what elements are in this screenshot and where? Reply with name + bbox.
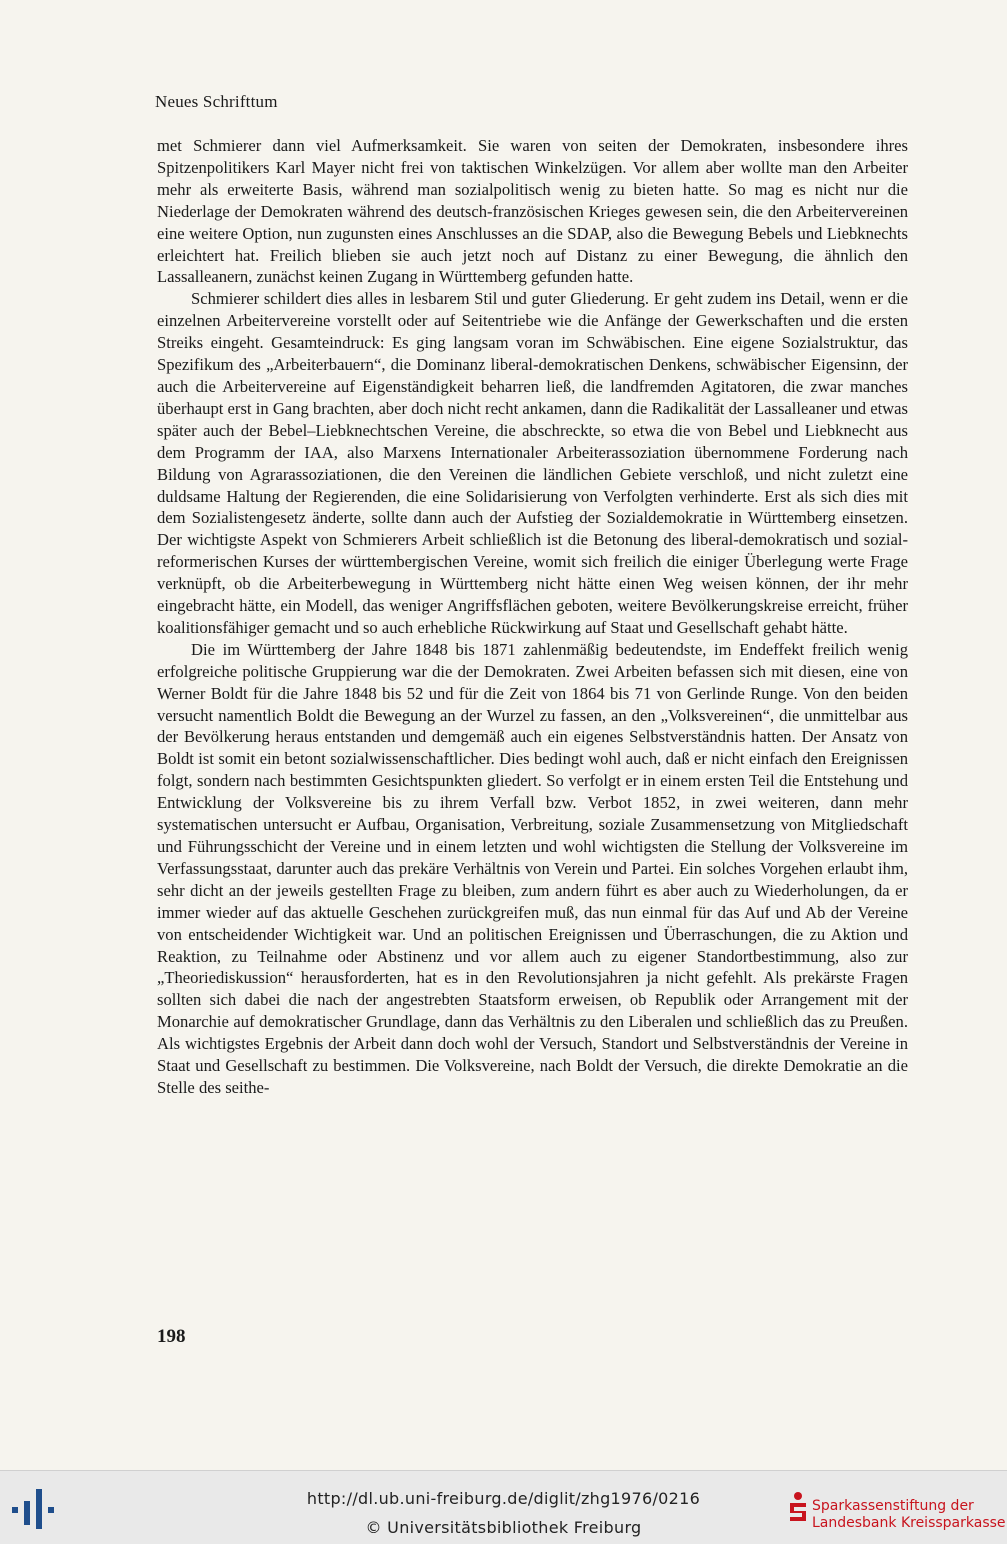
sponsor-line-2: Landesbank Kreissparkasse xyxy=(812,1515,1006,1531)
sponsor-line-1: Sparkassenstiftung der xyxy=(812,1498,974,1514)
permalink-url[interactable]: http://dl.ub.uni-freiburg.de/diglit/zhg1976/0216 xyxy=(306,1489,701,1508)
sparkasse-s-icon xyxy=(784,1491,812,1527)
copyright-notice: © Universitätsbibliothek Freiburg xyxy=(365,1518,642,1537)
sponsor-logo[interactable] xyxy=(776,1487,1004,1537)
body-text xyxy=(157,135,908,1099)
page-number: 198 xyxy=(157,1326,186,1347)
paragraph-2: Schmierer schildert dies alles in lesbarem Stil und guter Gliederung. Er geht zudem ins Detail, wenn er die einzelnen Arbeitervereine vorstellt oder auf Seitentriebe wie die Anfänge der Gewerkschaften und die ersten Streiks eingeht. Gesamteindruck: Es ging langsam voran im Schwäbischen. Eine eigene Sozialstruktur, das Spezifikum des „Arbeiterbauern“, die Dominanz liberal-demokratischen Denkens, schwäbischer Eigensinn, der auch die Arbeitervereine auf Eigenständigkeit beharren ließ, die landfremden Agitatoren, die zwar manches überhaupt erst in Gang brachten, aber doch nicht recht ankamen, dann die Radikalität der Lassalleaner und etwas später auch der Bebel–Liebknechtschen Vereine, die abschreckte, so etwa die von Bebel und Liebknecht aus dem Programm der IAA, also Marxens Internationaler Arbeiterassoziation übernommene Forderung nach Bildung von Agrarassoziationen, die den Vereinen die ländlichen Gebiete verschloß, und nicht zuletzt eine duldsame Haltung der Regierenden, die eine Solidarisierung von Verfolgten verhinderte. Erst als sich dies mit dem Sozialistengesetz änderte, sollte dann auch der Aufstieg der Sozialdemokratie in Württemberg einsetzen. Der wichtigste Aspekt von Schmierers Arbeit schließlich ist die Betonung des liberal-demokratisch und sozial-reformerischen Kurses der württembergischen Vereine, womit sich freilich die einiger Überlegung werte Frage verknüpft, ob die Arbeiterbewegung in Württemberg nicht hätte einen Weg weisen können, der ihr mehr eingebracht hätte, ein Modell, das weniger Angriffsflächen geboten, weitere Bevölkerungskreise erreicht, früher koalitionsfähiger gemacht und so auch erhebliche Rückwirkung auf Staat und Gesellschaft gehabt hätte. xyxy=(157,289,908,637)
running-head: Neues Schrifttum xyxy=(155,92,278,111)
sponsor-text xyxy=(812,1498,1006,1532)
paragraph-3: Die im Württemberg der Jahre 1848 bis 1871 zahlenmäßig bedeutendste, im Endeffekt freilich wenig erfolgreiche politische Gruppierung war die der Demokraten. Zwei Arbeiten befassen sich mit diesen, eine von Werner Boldt für die Jahre 1848 bis 52 und für die Zeit von 1864 bis 71 von Gerlinde Runge. Von den beiden versucht namentlich Boldt die Bewegung an der Wurzel zu fassen, an den „Volksvereinen“, die unmittelbar aus der Bevölkerung heraus entstanden und demgemäß auch ein eigenes Selbstverständnis hatten. Der Ansatz von Boldt ist somit ein betont sozialwissenschaftlicher. Dies bedingt wohl auch, daß er nicht einfach den Ereignissen folgt, sondern nach bestimmten Gesichtspunkten gliedert. So verfolgt er in einem ersten Teil die Entstehung und Entwicklung der Volksvereine bis zu ihrem Verfall bzw. Verbot 1852, in zwei weiteren, dann mehr systematischen untersucht er Aufbau, Organisation, Verbreitung, soziale Zusammensetzung von Mitgliedschaft und Führungsschicht der Vereine und in einem letzten und wohl wichtigsten die Stellung der Volksvereine im Verfassungsstaat, darunter auch das prekäre Verhältnis von Verein und Partei. Ein solches Vorgehen erlaubt ihm, sehr dicht an der jeweils gestellten Frage zu bleiben, zum andern führt es aber auch zu Wiederholungen, da er immer wieder auf das aktuelle Geschehen zurückgreifen muß, das nun einmal für das Auf und Ab der Vereine von entscheidender Wichtigkeit war. Und an politischen Ereignissen und Überraschungen, die zu Aktion und Reaktion, zu Teilnahme oder Abstinenz und vor allem auch zu eigener Standortbestimmung, also zur „Theoriediskussion“ herausforderten, hat es in den Revolutionsjahren ja nicht gefehlt. Als prekärste Fragen sollten sich dabei die nach der angestrebten Staatsform erweisen, ob Republik oder Arrangement mit der Monarchie auf demokratischer Grundlage, dann das Verhältnis zu den Liberalen und schließlich das zu Preußen. Als wichtigstes Ergebnis der Arbeit dann doch wohl der Versuch, Standort und Selbstverständnis der Vereine in Staat und Gesellschaft zu bestimmen. Die Volksvereine, nach Boldt der Versuch, die direkte Demokratie an die Stelle des seithe- xyxy=(157,639,908,1097)
paragraph-1: met Schmierer dann viel Aufmerksamkeit. Sie waren von seiten der Demokraten, insbesondere ihres Spitzenpolitikers Karl Mayer nicht frei von taktischen Winkelzügen. Vor allem aber wollte man den Arbeiter mehr als erweiterte Basis, während man sozialpolitisch wenig zu bieten hatte. So mag es nicht nur die Niederlage der Demokraten während des deutsch-französischen Krieges gewesen sein, die den Arbeitervereinen eine weitere Option, nun zugunsten eines Anschlusses an die SDAP, also die Bewegung Bebels und Liebknechts erleichtert hat. Freilich blieben sie auch jetzt noch auf Distanz zu einer Bewegung, die ähnlich den Lassalleanern, zunächst keinen Zugang in Württemberg gefunden hatte. xyxy=(157,136,908,287)
footer-bar xyxy=(0,1470,1007,1544)
